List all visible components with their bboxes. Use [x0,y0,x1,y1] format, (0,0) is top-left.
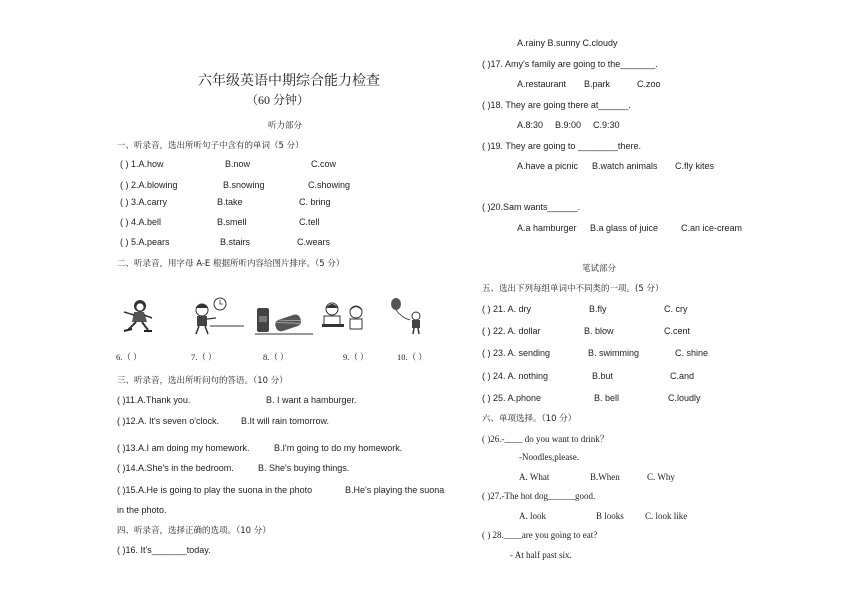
q23-option-a: ( ) 23. A. sending [482,348,551,358]
boy-balloon-picture [388,296,428,336]
q4-option-a: ( ) 4.A.bell [120,217,162,227]
q5-option-c: C.wears [297,237,331,247]
writing-heading: 笔试部分 [582,264,617,274]
q15-option-a: ( )15.A.He is going to play the suona in the photo [117,485,313,495]
q1-option-a: ( ) 1.A.how [120,159,164,169]
q11-option-b: B. I want a hamburger. [266,395,357,405]
section6-heading: 六、单项选择。（10 分） [482,414,577,424]
q11-option-a: ( )11.A.Thank you. [117,395,191,405]
skating-girl-picture [114,298,158,334]
q16-options: A.rainy B.sunny C.cloudy [517,38,618,48]
q22-option-c: C.cent [664,326,691,336]
q26-option-b: B.When [590,472,620,482]
q19-option-a: A.have a picnic [517,161,579,171]
q19-question: ( )19. They are going to ________there. [482,141,641,151]
picture-label-6: 6.（ ） [116,352,142,362]
page-title: 六年级英语中期综合能力检查 [198,73,380,89]
q3-option-c: C. bring [299,197,331,207]
q14-option-b: B. She's buying things. [258,463,350,473]
q27-option-a: A. look [519,511,546,521]
picture-label-9: 9.（ ） [343,352,369,362]
q4-option-c: C.tell [299,217,320,227]
q20-option-a: A.a hamburger [517,223,577,233]
q16-question: ( )16. It's_______today. [117,545,211,555]
q24-option-b: B.but [592,371,614,381]
q27-question: ( )27.-The hot dog______good. [482,491,596,501]
q15-continuation: in the photo. [117,505,167,515]
q25-option-a: ( ) 25. A.phone [482,393,542,403]
q2-option-c: C.showing [308,180,351,190]
q21-option-c: C. cry [664,304,688,314]
q18-option-a: A.8:30 [517,120,544,130]
q13-option-a: ( )13.A.I am doing my homework. [117,443,250,453]
q17-option-a: A.restaurant [517,79,567,89]
q25-option-b: B. bell [594,393,620,403]
q24-option-c: C.and [670,371,695,381]
q26-question: ( )26.-____ do you want to drink？ [482,434,609,444]
picture-label-8: 8.（ ） [263,352,289,362]
q4-option-b: B.smell [217,217,247,227]
section5-heading: 五、选出下列每组单词中不同类的一项。(5 分） [482,284,664,294]
q27-option-b: B looks [596,511,624,521]
q28-question: ( ) 28.____are you going to eat? [482,530,598,540]
q27-option-c: C. look like [645,511,688,521]
section3-heading: 三、听录音，选出所听问句的答语。（10 分） [117,376,288,386]
q22-option-a: ( ) 22. A. dollar [482,326,541,336]
q23-option-c: C. shine [675,348,709,358]
q24-option-a: ( ) 24. A. nothing [482,371,549,381]
section4-heading: 四、听录音，选择正确的选项。（10 分） [117,526,271,536]
q25-option-c: C.loudly [668,393,701,403]
q21-option-a: ( ) 21. A. dry [482,304,532,314]
section2-heading: 二、听录音，用字母 A-E 根据所听内容给图片排序。（5 分） [117,259,345,269]
q26-answer: -Noodles,please. [519,452,579,462]
can-picture [255,304,313,336]
q19-option-c: C.fly kites [675,161,715,171]
q20-question: ( )20.Sam wants______. [482,202,581,212]
q26-option-c: C. Why [647,472,675,482]
q5-option-a: ( ) 5.A.pears [120,237,170,247]
boy-clock-picture [190,296,244,336]
q13-option-b: B.I'm going to do my homework. [274,443,403,453]
section1-heading: 一、听录音，选出所听句子中含有的单词（5 分） [117,141,304,151]
q28-answer: - At half past six. [510,550,572,560]
q17-question: ( )17. Amy's family are going to the_______. [482,59,658,69]
q21-option-b: B.fly [589,304,607,314]
q2-option-a: ( ) 2.A.blowing [120,180,178,190]
q3-option-a: ( ) 3.A.carry [120,197,168,207]
q18-option-c: C.9:30 [593,120,620,130]
picture-label-10: 10.（ ） [397,352,427,362]
q14-option-a: ( )14.A.She's in the bedroom. [117,463,234,473]
q5-option-b: B.stairs [220,237,251,247]
kids-reading-picture [320,300,370,336]
listening-heading: 听力部分 [268,121,303,131]
q18-question: ( )18. They are going there at______. [482,100,631,110]
q1-option-b: B.now [225,159,251,169]
page-subtitle: （60 分钟） [246,93,310,107]
q15-option-b: B.He's playing the suona [345,485,445,495]
q3-option-b: B.take [217,197,243,207]
q17-option-b: B.park [584,79,611,89]
picture-label-7: 7.（ ） [191,352,217,362]
q22-option-b: B. blow [584,326,614,336]
q12-option-a: ( )12.A. It's seven o'clock. [117,416,219,426]
q23-option-b: B. swimming [588,348,640,358]
q2-option-b: B.snowing [223,180,265,190]
q20-option-c: C.an ice-cream [681,223,743,233]
q18-option-b: B.9:00 [555,120,582,130]
q12-option-b: B.It will rain tomorrow. [241,416,330,426]
q19-option-b: B.watch animals [592,161,658,171]
q20-option-b: B.a glass of juice [590,223,659,233]
q26-option-a: A. What [519,472,550,482]
q1-option-c: C.cow [311,159,337,169]
q17-option-c: C.zoo [637,79,661,89]
